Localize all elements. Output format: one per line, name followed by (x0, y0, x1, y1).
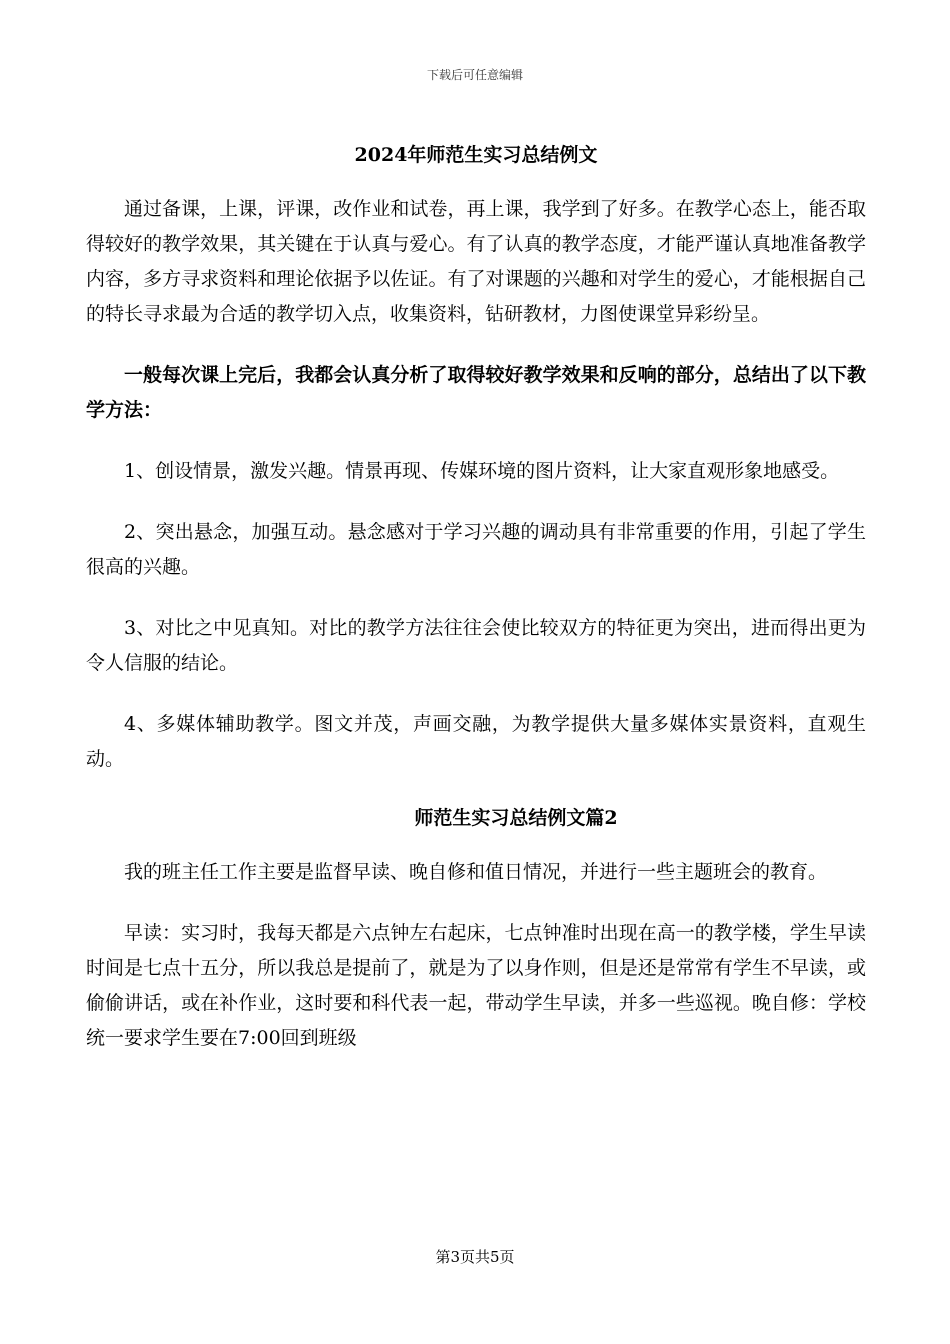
paragraph: 早读：实习时，我每天都是六点钟左右起床，七点钟准时出现在高一的教学楼，学生早读时间是七点十五分，所以我总是提前了，就是为了以身作则，但是还是常常有学生不早读，或偷偷讲话，或在补作业，这时要和科代表一起，带动学生早读，并多一些巡视。晚自修：学校统一要求学生要在7:00回到班级 (86, 922, 866, 1049)
header-note: 下载后可任意编辑 (426, 68, 523, 82)
paragraph: 我的班主任工作主要是监督早读、晚自修和值日情况，并进行一些主题班会的教育。 (124, 861, 828, 883)
section-subtitle: 师范生实习总结例文篇2 (414, 807, 618, 829)
method-item-3: 3、对比之中见真知。对比的教学方法往往会使比较双方的特征更为突出，进而得出更为令人信服的结论。 (86, 617, 866, 674)
method-item-1: 1、创设情景，激发兴趣。情景再现、传媒环境的图片资料，让大家直观形象地感受。 (124, 460, 840, 482)
paragraph: 通过备课，上课，评课，改作业和试卷，再上课，我学到了好多。在教学心态上，能否取得较好的教学效果，其关键在于认真与爱心。有了认真的教学态度，才能严谨认真地准备教学内容，多方寻求资料和理论依据予以佐证。有了对课题的兴趣和对学生的爱心，才能根据自己的特长寻求最为合适的教学切入点，收集资料，钻研教材，力图使课堂异彩纷呈。 (86, 198, 866, 325)
document-title: 2024年师范生实习总结例文 (354, 144, 598, 166)
page-footer: 第3页共5页 (435, 1248, 515, 1266)
method-item-4: 4、多媒体辅助教学。图文并茂，声画交融，为教学提供大量多媒体实景资料，直观生动。 (86, 713, 866, 770)
method-item-2: 2、突出悬念，加强互动。悬念感对于学习兴趣的调动具有非常重要的作用，引起了学生很高的兴趣。 (86, 521, 866, 578)
document-body (86, 140, 866, 1082)
paragraph-summary-bold: 一般每次课上完后，我都会认真分析了取得较好教学效果和反响的部分，总结出了以下教学方法： (86, 364, 866, 421)
